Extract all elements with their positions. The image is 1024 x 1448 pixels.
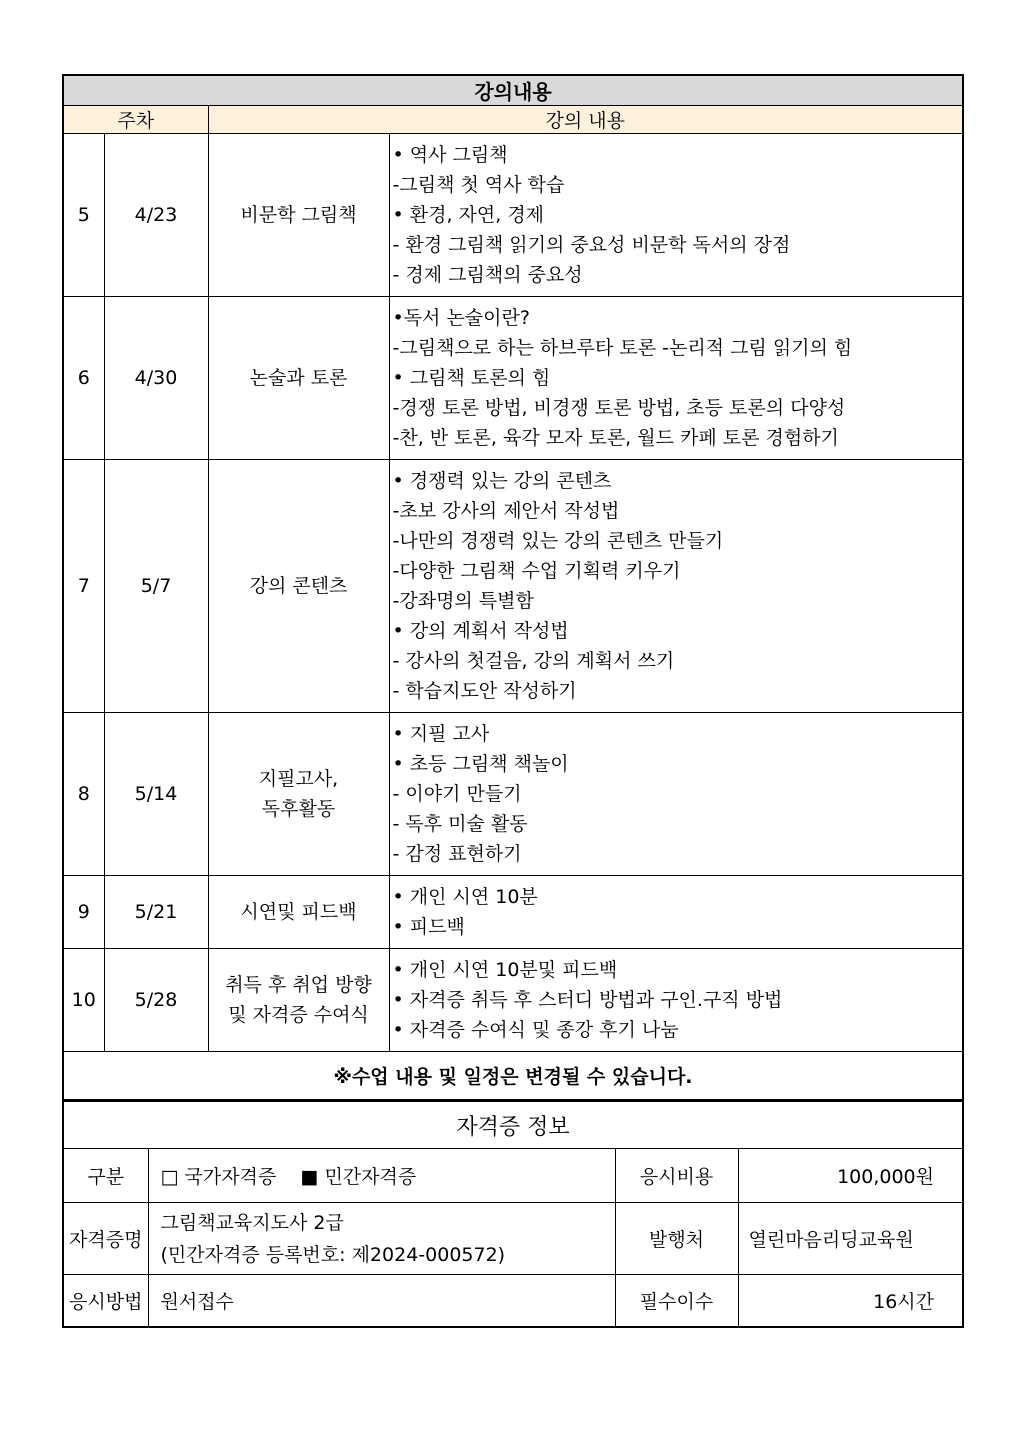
content-line: • 초등 그림책 책놀이 <box>392 753 569 775</box>
issuer-value: 열린마음리딩교육원 <box>738 1203 963 1275</box>
method-value: 원서접수 <box>148 1275 615 1327</box>
header-week: 주차 <box>63 106 208 134</box>
topic-line: 지필고사, <box>258 768 339 790</box>
type-value <box>148 1149 615 1203</box>
notice-row <box>63 1052 963 1101</box>
content-line: - 경제 그림책의 중요성 <box>392 264 583 286</box>
session-content <box>389 297 963 460</box>
cert-table <box>62 1101 964 1328</box>
table-row <box>63 460 963 713</box>
cert-name: 그림책교육지도사 2급 <box>160 1211 344 1234</box>
topic-line: 취득 후 취업 방향 <box>225 974 372 996</box>
session-content <box>389 460 963 713</box>
content-line: • 지필 고사 <box>392 723 490 745</box>
content-line: -경쟁 토론 방법, 비경쟁 토론 방법, 초등 토론의 다양성 <box>392 397 846 419</box>
content-line: - 독후 미술 활동 <box>392 813 528 835</box>
session-date: 4/30 <box>104 297 208 460</box>
cert-method-row <box>63 1275 963 1327</box>
session-date: 5/21 <box>104 876 208 949</box>
table-row <box>63 949 963 1052</box>
table-row <box>63 134 963 297</box>
type-label: 구분 <box>63 1149 148 1203</box>
content-line: - 이야기 만들기 <box>392 783 522 805</box>
session-date: 4/23 <box>104 134 208 297</box>
content-line: -그림책으로 하는 하브루타 토론 -논리적 그림 읽기의 힘 <box>392 337 853 359</box>
table-row <box>63 713 963 876</box>
session-date: 5/28 <box>104 949 208 1052</box>
name-value <box>148 1203 615 1275</box>
issuer-label: 발행처 <box>615 1203 738 1275</box>
cert-type-row <box>63 1149 963 1203</box>
content-line: • 자격증 취득 후 스터디 방법과 구인.구직 방법 <box>392 989 783 1011</box>
session-content <box>389 876 963 949</box>
required-value: 16시간 <box>738 1275 963 1327</box>
content-line: -나만의 경쟁력 있는 강의 콘텐츠 만들기 <box>392 530 724 552</box>
week-number: 10 <box>63 949 104 1052</box>
topic-line: 및 자격증 수여식 <box>228 1004 369 1026</box>
content-line: -그림책 첫 역사 학습 <box>392 174 565 196</box>
topic-line: 강의 콘텐츠 <box>249 575 348 597</box>
lecture-rows <box>63 134 963 1052</box>
private-checkbox-icon: ■ <box>300 1166 319 1188</box>
topic-line: 논술과 토론 <box>249 367 348 389</box>
topic-line: 독후활동 <box>261 798 336 820</box>
fee-value: 100,000원 <box>738 1149 963 1203</box>
week-number: 9 <box>63 876 104 949</box>
content-line: -강좌명의 특별함 <box>392 590 534 612</box>
week-number: 6 <box>63 297 104 460</box>
session-content <box>389 134 963 297</box>
session-topic <box>208 460 389 713</box>
fee-label: 응시비용 <box>615 1149 738 1203</box>
private-cert-label: 민간자격증 <box>324 1166 417 1188</box>
content-line: -다양한 그림책 수업 기획력 키우기 <box>392 560 681 582</box>
content-line: • 환경, 자연, 경제 <box>392 204 545 226</box>
lecture-title: 강의내용 <box>63 75 963 106</box>
topic-line: 시연및 피드백 <box>240 901 357 923</box>
national-checkbox-icon: □ <box>160 1166 179 1188</box>
session-content <box>389 949 963 1052</box>
content-line: -찬, 반 토론, 육각 모자 토론, 월드 카페 토론 경험하기 <box>392 427 839 449</box>
session-topic <box>208 713 389 876</box>
content-line: • 피드백 <box>392 916 465 938</box>
cert-registration: (민간자격증 등록번호: 제2024-000572) <box>160 1243 506 1266</box>
national-cert-label: 국가자격증 <box>184 1166 277 1188</box>
content-line: - 학습지도안 작성하기 <box>392 680 577 702</box>
content-line: • 자격증 수여식 및 종강 후기 나눔 <box>392 1019 679 1041</box>
session-date: 5/14 <box>104 713 208 876</box>
week-number: 7 <box>63 460 104 713</box>
session-topic <box>208 134 389 297</box>
cert-name-row <box>63 1203 963 1275</box>
session-topic <box>208 949 389 1052</box>
session-topic <box>208 876 389 949</box>
header-content: 강의 내용 <box>208 106 963 134</box>
content-line: • 강의 계획서 작성법 <box>392 620 569 642</box>
content-line: • 개인 시연 10분 <box>392 886 538 908</box>
lecture-table <box>62 74 964 1101</box>
week-number: 8 <box>63 713 104 876</box>
content-line: • 역사 그림책 <box>392 144 508 166</box>
cert-title: 자격증 정보 <box>63 1102 963 1149</box>
topic-line: 비문학 그림책 <box>240 204 357 226</box>
name-label: 자격증명 <box>63 1203 148 1275</box>
required-label: 필수이수 <box>615 1275 738 1327</box>
table-row <box>63 876 963 949</box>
content-line: • 경쟁력 있는 강의 콘텐츠 <box>392 470 612 492</box>
content-line: • 개인 시연 10분및 피드백 <box>392 959 618 981</box>
content-line: • 그림책 토론의 힘 <box>392 367 551 389</box>
content-line: - 강사의 첫걸음, 강의 계획서 쓰기 <box>392 650 675 672</box>
session-topic <box>208 297 389 460</box>
method-label: 응시방법 <box>63 1275 148 1327</box>
lecture-header-row <box>63 106 963 134</box>
session-content <box>389 713 963 876</box>
content-line: -초보 강사의 제안서 작성법 <box>392 500 620 522</box>
content-line: •독서 논술이란? <box>392 307 530 329</box>
table-row <box>63 297 963 460</box>
session-date: 5/7 <box>104 460 208 713</box>
content-line: - 환경 그림책 읽기의 중요성 비문학 독서의 장점 <box>392 234 791 256</box>
lecture-title-row <box>63 75 963 106</box>
schedule-notice: ※수업 내용 및 일정은 변경될 수 있습니다. <box>63 1052 963 1101</box>
week-number: 5 <box>63 134 104 297</box>
cert-title-row <box>63 1102 963 1149</box>
content-line: - 감정 표현하기 <box>392 843 522 865</box>
